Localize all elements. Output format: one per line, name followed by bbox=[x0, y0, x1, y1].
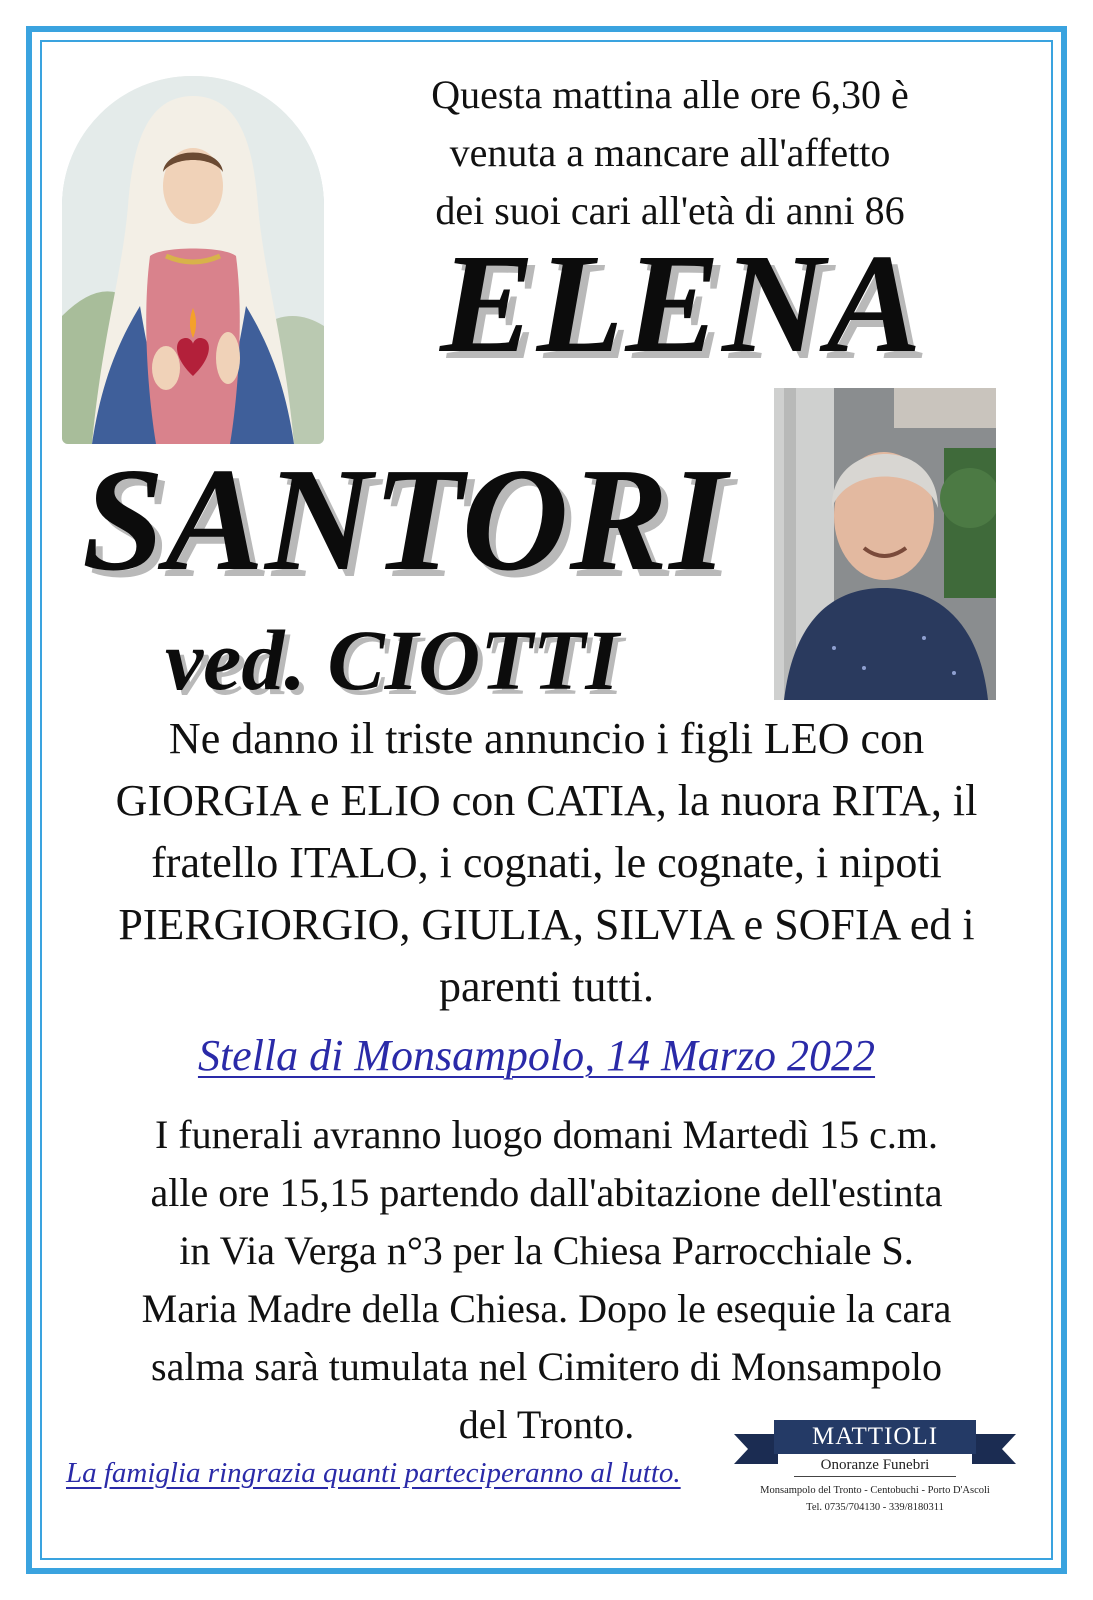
funeral-line: I funerali avranno luogo domani Martedì 15 c.m. bbox=[154, 1112, 939, 1157]
funeral-line: alle ore 15,15 partendo dall'abitazione dell'estinta bbox=[150, 1170, 943, 1215]
announcement-line: fratello ITALO, i cognati, le cognate, i nipoti bbox=[151, 838, 942, 887]
intro-line: Questa mattina alle ore 6,30 è bbox=[431, 72, 909, 117]
funeral-home-logo bbox=[734, 1416, 1016, 1492]
announcement-line: GIORGIA e ELIO con CATIA, la nuora RITA, il bbox=[115, 776, 978, 825]
announcement-line: parenti tutti. bbox=[438, 962, 655, 1011]
intro-paragraph bbox=[350, 66, 990, 240]
funeral-line: salma sarà tumulata nel Cimitero di Monsampolo bbox=[151, 1344, 942, 1389]
funeral-details-paragraph bbox=[50, 1106, 1043, 1454]
thanks-text: La famiglia ringrazia quanti parteciperanno al lutto. bbox=[66, 1457, 681, 1489]
deceased-portrait-photo bbox=[774, 388, 996, 700]
funeral-line: del Tronto. bbox=[458, 1402, 635, 1447]
funeral-home-subtitle: Onoranze Funebri bbox=[820, 1457, 930, 1473]
deceased-last-name: SANTORI bbox=[82, 438, 728, 602]
funeral-line: in Via Verga n°3 per la Chiesa Parrocchiale S. bbox=[179, 1228, 914, 1273]
deceased-first-name: ELENA bbox=[440, 224, 924, 382]
funeral-home-name: MATTIOLI bbox=[774, 1420, 976, 1454]
madonna-sacred-heart-image bbox=[62, 76, 324, 444]
family-thanks-note bbox=[66, 1453, 706, 1493]
funeral-home-phone: Tel. 0735/704130 - 339/8180311 bbox=[806, 1502, 944, 1513]
funeral-home-locations: Monsampolo del Tronto - Centobuchi - Porto D'Ascoli bbox=[760, 1485, 990, 1496]
place-and-date bbox=[120, 1026, 953, 1086]
intro-line: venuta a mancare all'affetto bbox=[449, 130, 891, 175]
deceased-widow-of: ved. CIOTTI bbox=[165, 612, 619, 708]
logo-divider bbox=[794, 1476, 956, 1477]
funeral-line: Maria Madre della Chiesa. Dopo le esequie la cara bbox=[141, 1286, 952, 1331]
intro-line: dei suoi cari all'età di anni 86 bbox=[435, 188, 905, 233]
announcement-paragraph bbox=[50, 708, 1043, 1018]
announcement-line: PIERGIORGIO, GIULIA, SILVIA e SOFIA ed i bbox=[118, 900, 975, 949]
announcement-line: Ne danno il triste annuncio i figli LEO con bbox=[168, 714, 925, 763]
place-date-text: Stella di Monsampolo, 14 Marzo 2022 bbox=[197, 1031, 876, 1080]
